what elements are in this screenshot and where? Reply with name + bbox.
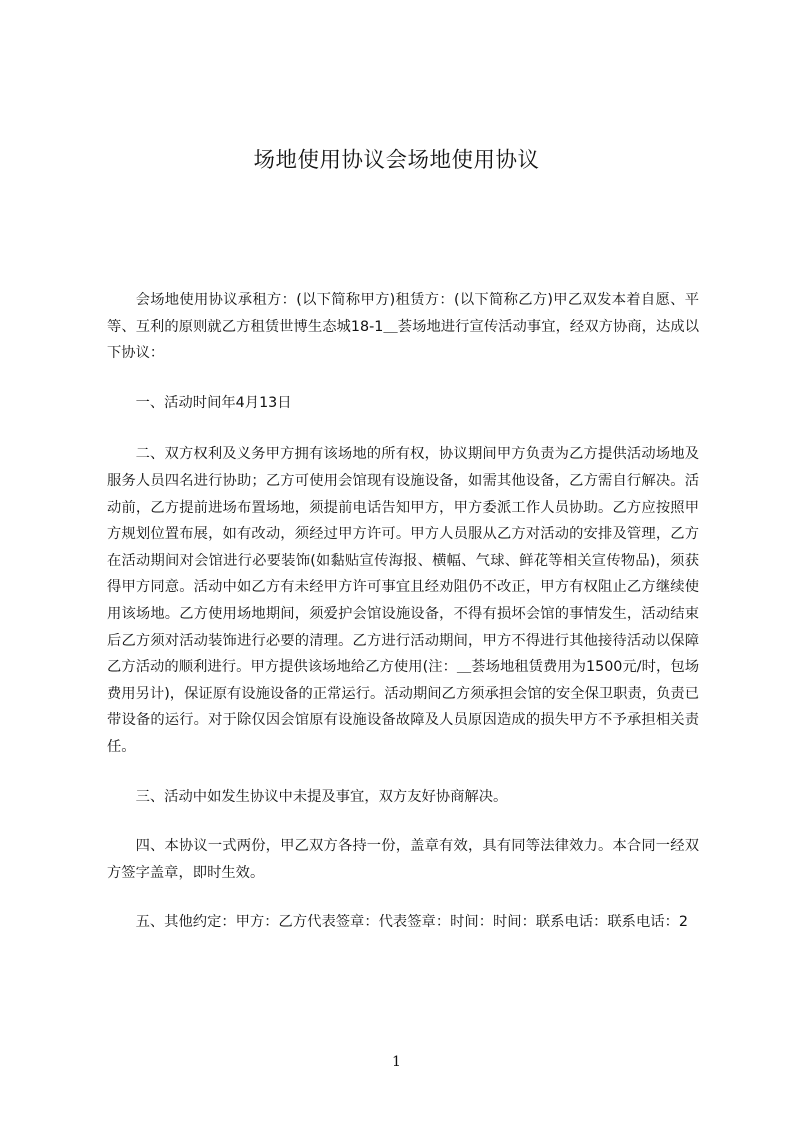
- paragraph-section-1: 一、活动时间年4月13日: [135, 394, 292, 411]
- paragraph-preamble: 会场地使用协议承租方：(以下简称甲方)租赁方：(以下简称乙方)甲乙双发本着自愿、平等、互利的原则就乙方租赁世博生态城18-1＿荟场地进行宣传活动事宜，经双方协商，达成以下协议：: [107, 292, 699, 362]
- paragraph-section-3: 三、活动中如发生协议中未提及事宜，双方友好协商解决。: [135, 788, 508, 805]
- page-number: 1: [392, 1054, 401, 1070]
- document-body: [107, 287, 699, 936]
- paragraph-section-2: 二、双方权利及义务甲方拥有该场地的所有权，协议期间甲方负责为乙方提供活动场地及服务人员四名进行协助；乙方可使用会馆现有设施设备，如需其他设备，乙方需自行解决。活动前，乙方提前进场布置场地，须提前电话告知甲方，甲方委派工作人员协助。乙方应按照甲方规划位置布展，如有改动，须经过甲方许可。甲方人员服从乙方对活动的安排及管理，乙方在活动期间对会馆进行必要装饰(如黏贴宣传海报、横幅、气球、鲜花等相关宣传物品)，须获得甲方同意。活动中如乙方有未经甲方许可事宜且经劝阻仍不改正，甲方有权阻止乙方继续使用该场地。乙方使用场地期间，须爱护会馆设施设备，不得有损坏会馆的事情发生，活动结束后乙方须对活动装饰进行必要的清理。乙方进行活动期间，甲方不得进行其他接待活动以保障乙方活动的顺利进行。甲方提供该场地给乙方使用(注：＿荟场地租赁费用为1500元/时，包场费用另计)，保证原有设施设备的正常运行。活动期间乙方须承担会馆的安全保卫职责，负责已带设备的运行。对于除仅因会馆原有设施设备故障及人员原因造成的损失甲方不予承担相关责任。: [107, 446, 699, 755]
- document-title: 场地使用协议会场地使用协议: [253, 148, 540, 173]
- paragraph-section-4: 四、本协议一式两份，甲乙双方各持一份，盖章有效，具有同等法律效力。本合同一经双方签字盖章，即时生效。: [107, 838, 699, 881]
- paragraph-section-5: 五、其他约定：甲方：乙方代表签章：代表签章：时间：时间：联系电话：联系电话：2: [135, 914, 688, 931]
